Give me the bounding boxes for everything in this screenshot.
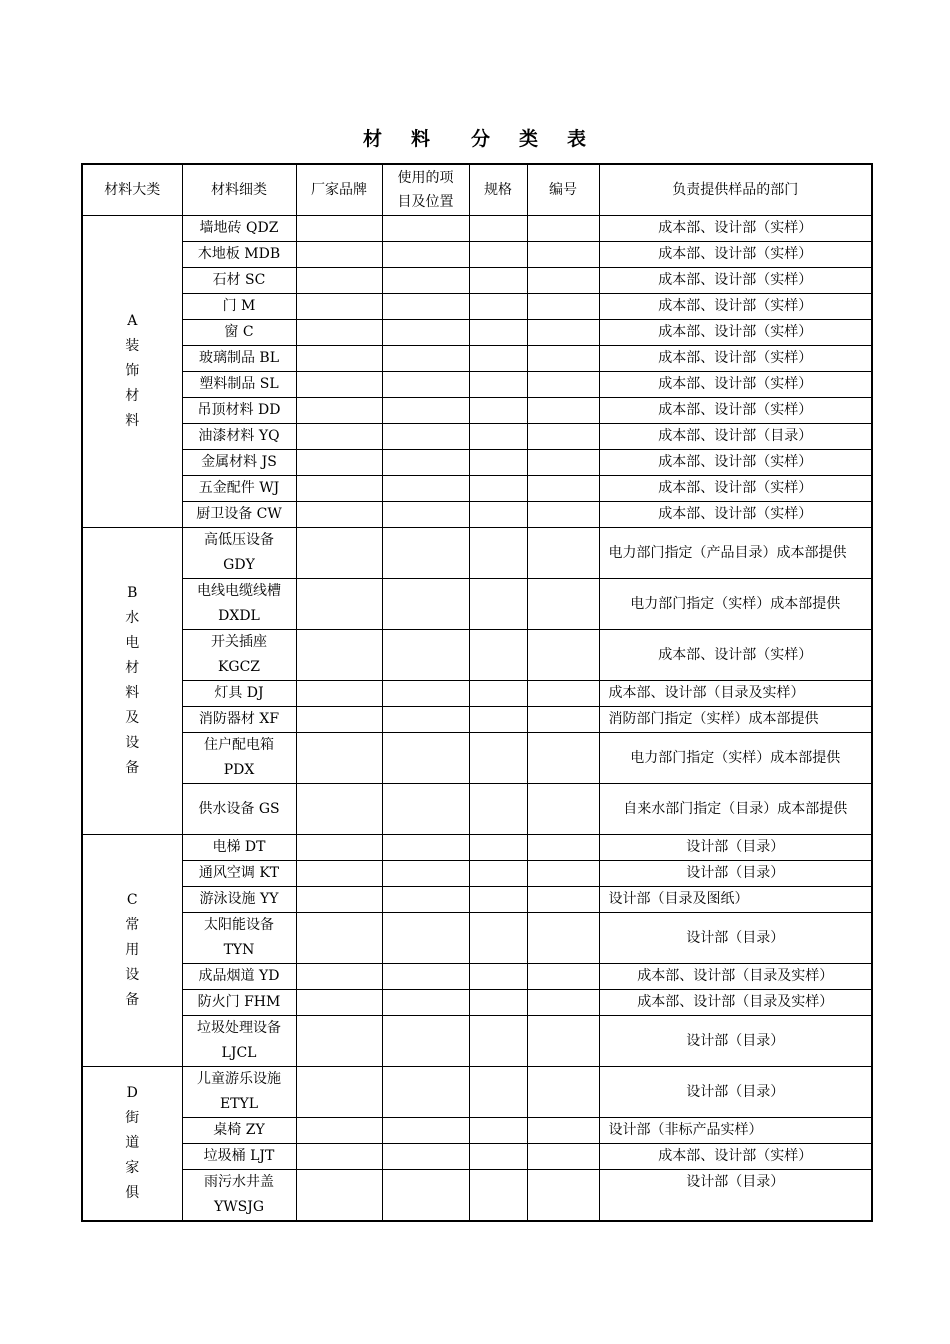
subcategory-line: 通风空调 KT <box>198 865 280 881</box>
category-char: 街 <box>125 1110 140 1126</box>
subcategory-line: 金属材料 JS <box>201 454 277 470</box>
usage-cell <box>382 346 469 372</box>
subcategory-line: 五金配件 WJ <box>198 480 280 496</box>
code-cell <box>527 861 599 887</box>
category-cell <box>82 216 182 528</box>
spec-cell <box>469 1067 527 1118</box>
category-char: 装 <box>125 338 140 354</box>
brand-cell <box>296 372 382 398</box>
spec-cell <box>469 1170 527 1222</box>
brand-cell <box>296 707 382 733</box>
dept-cell: 成本部、设计部（实样） <box>599 630 872 681</box>
usage-cell <box>382 1118 469 1144</box>
usage-cell <box>382 1067 469 1118</box>
subcategory-line: 防火门 FHM <box>197 994 281 1010</box>
dept-cell: 成本部、设计部（目录） <box>599 424 872 450</box>
table-row <box>82 964 872 990</box>
brand-cell <box>296 630 382 681</box>
subcategory-cell <box>182 398 296 424</box>
code-cell <box>527 964 599 990</box>
usage-cell <box>382 733 469 784</box>
subcategory-line: KGCZ <box>217 659 261 675</box>
dept-cell: 成本部、设计部（实样） <box>599 398 872 424</box>
dept-cell: 电力部门指定（实样）成本部提供 <box>599 579 872 630</box>
spec-cell <box>469 320 527 346</box>
dept-cell: 设计部（目录） <box>599 1067 872 1118</box>
brand-cell <box>296 476 382 502</box>
dept-cell: 成本部、设计部（实样） <box>599 216 872 242</box>
dept-cell: 成本部、设计部（实样） <box>599 502 872 528</box>
brand-cell <box>296 450 382 476</box>
brand-cell <box>296 268 382 294</box>
header-category: 材料大类 <box>82 164 182 216</box>
subcategory-line: ETYL <box>219 1096 259 1112</box>
usage-cell <box>382 835 469 861</box>
brand-cell <box>296 1016 382 1067</box>
subcategory-line: TYN <box>223 942 255 958</box>
title-char: 料 <box>410 128 431 150</box>
usage-cell <box>382 242 469 268</box>
subcategory-cell <box>182 294 296 320</box>
dept-cell: 电力部门指定（实样）成本部提供 <box>599 733 872 784</box>
table-row <box>82 990 872 1016</box>
usage-cell <box>382 320 469 346</box>
usage-cell <box>382 861 469 887</box>
category-char: 料 <box>125 413 140 429</box>
code-cell <box>527 502 599 528</box>
spec-cell <box>469 398 527 424</box>
subcategory-line: 木地板 MDB <box>197 246 281 262</box>
category-char: B <box>127 585 138 601</box>
title-char: 表 <box>567 128 588 150</box>
category-cell <box>82 1067 182 1222</box>
brand-cell <box>296 1067 382 1118</box>
spec-cell <box>469 450 527 476</box>
subcategory-line: DXDL <box>218 608 260 624</box>
table-row <box>82 502 872 528</box>
category-char: 材 <box>125 660 140 676</box>
spec-cell <box>469 861 527 887</box>
usage-cell <box>382 681 469 707</box>
usage-cell <box>382 707 469 733</box>
code-cell <box>527 346 599 372</box>
table-row <box>82 398 872 424</box>
page-title <box>0 124 950 151</box>
category-char: 设 <box>125 735 140 751</box>
subcategory-cell <box>182 320 296 346</box>
spec-cell <box>469 216 527 242</box>
dept-cell: 设计部（目录） <box>599 1170 872 1222</box>
usage-cell <box>382 964 469 990</box>
dept-cell: 消防部门指定（实样）成本部提供 <box>599 707 872 733</box>
subcategory-cell <box>182 861 296 887</box>
subcategory-cell <box>182 346 296 372</box>
header-subcategory: 材料细类 <box>182 164 296 216</box>
code-cell <box>527 990 599 1016</box>
subcategory-cell <box>182 450 296 476</box>
table-row <box>82 579 872 630</box>
spec-cell <box>469 681 527 707</box>
spec-cell <box>469 913 527 964</box>
code-cell <box>527 887 599 913</box>
category-char: 备 <box>125 760 140 776</box>
usage-cell <box>382 398 469 424</box>
spec-cell <box>469 784 527 835</box>
spec-cell <box>469 268 527 294</box>
usage-cell <box>382 424 469 450</box>
brand-cell <box>296 242 382 268</box>
subcategory-line: 门 M <box>222 298 256 314</box>
brand-cell <box>296 216 382 242</box>
subcategory-line: 太阳能设备 <box>204 917 274 933</box>
code-cell <box>527 398 599 424</box>
header-usage: 使用的项 目及位置 <box>382 164 469 216</box>
subcategory-line: 供水设备 GS <box>198 800 280 817</box>
dept-cell: 设计部（非标产品实样） <box>599 1118 872 1144</box>
subcategory-line: 消防器材 XF <box>198 711 280 727</box>
usage-cell <box>382 268 469 294</box>
usage-cell <box>382 372 469 398</box>
brand-cell <box>296 913 382 964</box>
usage-cell <box>382 1144 469 1170</box>
table-row <box>82 476 872 502</box>
table-row <box>82 861 872 887</box>
usage-cell <box>382 630 469 681</box>
title-char: 材 <box>362 128 383 150</box>
subcategory-cell <box>182 476 296 502</box>
table-row <box>82 784 872 835</box>
subcategory-cell <box>182 630 296 681</box>
subcategory-cell <box>182 835 296 861</box>
dept-cell: 成本部、设计部（实样） <box>599 372 872 398</box>
dept-cell: 成本部、设计部（实样） <box>599 450 872 476</box>
spec-cell <box>469 242 527 268</box>
spec-cell <box>469 294 527 320</box>
brand-cell <box>296 502 382 528</box>
usage-cell <box>382 1016 469 1067</box>
brand-cell <box>296 398 382 424</box>
code-cell <box>527 528 599 579</box>
usage-cell <box>382 528 469 579</box>
spec-cell <box>469 964 527 990</box>
subcategory-cell <box>182 216 296 242</box>
brand-cell <box>296 990 382 1016</box>
code-cell <box>527 1016 599 1067</box>
spec-cell <box>469 424 527 450</box>
brand-cell <box>296 681 382 707</box>
subcategory-line: 石材 SC <box>212 272 266 288</box>
table-body <box>82 216 872 1222</box>
spec-cell <box>469 476 527 502</box>
category-char: 水 <box>125 610 140 626</box>
spec-cell <box>469 372 527 398</box>
code-cell <box>527 835 599 861</box>
dept-cell: 电力部门指定（产品目录）成本部提供 <box>599 528 872 579</box>
code-cell <box>527 320 599 346</box>
usage-cell <box>382 913 469 964</box>
usage-cell <box>382 502 469 528</box>
dept-cell: 成本部、设计部（目录及实样） <box>599 990 872 1016</box>
code-cell <box>527 1118 599 1144</box>
subcategory-line: 桌椅 ZY <box>213 1122 265 1138</box>
dept-cell: 设计部（目录） <box>599 861 872 887</box>
code-cell <box>527 784 599 835</box>
subcategory-cell <box>182 268 296 294</box>
subcategory-line: 垃圾桶 LJT <box>203 1148 275 1164</box>
table-row <box>82 528 872 579</box>
table-row <box>82 630 872 681</box>
usage-cell <box>382 990 469 1016</box>
usage-cell <box>382 887 469 913</box>
table-row <box>82 346 872 372</box>
title-char: 分 <box>470 128 491 150</box>
subcategory-cell <box>182 707 296 733</box>
subcategory-line: 电线电缆线槽 <box>197 583 281 599</box>
brand-cell <box>296 733 382 784</box>
material-classification-table <box>81 163 873 1222</box>
code-cell <box>527 476 599 502</box>
spec-cell <box>469 502 527 528</box>
subcategory-line: 塑料制品 SL <box>199 376 279 392</box>
code-cell <box>527 268 599 294</box>
subcategory-cell <box>182 528 296 579</box>
subcategory-line: 玻璃制品 BL <box>198 350 280 366</box>
brand-cell <box>296 1170 382 1222</box>
spec-cell <box>469 887 527 913</box>
spec-cell <box>469 1144 527 1170</box>
table-row <box>82 424 872 450</box>
dept-cell: 设计部（目录） <box>599 913 872 964</box>
subcategory-line: 高低压设备 <box>204 532 274 548</box>
subcategory-line: 雨污水井盖 <box>204 1174 274 1190</box>
category-char: 电 <box>125 635 140 651</box>
dept-cell: 成本部、设计部（实样） <box>599 320 872 346</box>
category-char: 家 <box>125 1160 140 1176</box>
category-char: C <box>126 892 138 908</box>
usage-cell <box>382 784 469 835</box>
subcategory-cell <box>182 1144 296 1170</box>
category-char: 饰 <box>125 363 140 379</box>
code-cell <box>527 913 599 964</box>
code-cell <box>527 1144 599 1170</box>
subcategory-cell <box>182 1170 296 1222</box>
spec-cell <box>469 528 527 579</box>
table-row <box>82 216 872 242</box>
table-row <box>82 1016 872 1067</box>
subcategory-cell <box>182 913 296 964</box>
brand-cell <box>296 1144 382 1170</box>
code-cell <box>527 630 599 681</box>
code-cell <box>527 681 599 707</box>
subcategory-line: 住户配电箱 <box>204 737 274 753</box>
table-row <box>82 681 872 707</box>
code-cell <box>527 372 599 398</box>
table-row <box>82 733 872 784</box>
subcategory-cell <box>182 784 296 835</box>
header-code: 编号 <box>527 164 599 216</box>
code-cell <box>527 424 599 450</box>
subcategory-line: 成品烟道 YD <box>198 968 280 984</box>
table-row <box>82 294 872 320</box>
subcategory-line: GDY <box>223 557 255 573</box>
category-char: 及 <box>125 710 140 726</box>
dept-cell: 设计部（目录及图纸） <box>599 887 872 913</box>
subcategory-line: 儿童游乐设施 <box>197 1071 281 1087</box>
spec-cell <box>469 990 527 1016</box>
category-char: 俱 <box>125 1185 140 1201</box>
category-char: 备 <box>125 992 140 1008</box>
code-cell <box>527 733 599 784</box>
dept-cell: 成本部、设计部（目录及实样） <box>599 681 872 707</box>
category-char: 道 <box>125 1135 140 1151</box>
usage-cell <box>382 294 469 320</box>
subcategory-line: 厨卫设备 CW <box>196 506 282 522</box>
brand-cell <box>296 528 382 579</box>
table-row <box>82 372 872 398</box>
usage-cell <box>382 216 469 242</box>
subcategory-line: 灯具 DJ <box>214 685 264 701</box>
subcategory-cell <box>182 733 296 784</box>
dept-cell: 设计部（目录） <box>599 1016 872 1067</box>
dept-cell: 成本部、设计部（实样） <box>599 1144 872 1170</box>
category-char: 用 <box>125 942 140 958</box>
table-row <box>82 242 872 268</box>
subcategory-cell <box>182 681 296 707</box>
dept-cell: 成本部、设计部（实样） <box>599 268 872 294</box>
dept-cell: 成本部、设计部（实样） <box>599 294 872 320</box>
subcategory-cell <box>182 887 296 913</box>
table-row <box>82 835 872 861</box>
spec-cell <box>469 733 527 784</box>
brand-cell <box>296 964 382 990</box>
header-dept: 负责提供样品的部门 <box>599 164 872 216</box>
table-row <box>82 1144 872 1170</box>
brand-cell <box>296 294 382 320</box>
brand-cell <box>296 579 382 630</box>
code-cell <box>527 450 599 476</box>
spec-cell <box>469 346 527 372</box>
usage-cell <box>382 450 469 476</box>
subcategory-line: LJCL <box>221 1045 257 1061</box>
table-row <box>82 1170 872 1222</box>
dept-cell: 设计部（目录） <box>599 835 872 861</box>
category-char: A <box>127 313 138 329</box>
subcategory-line: YWSJG <box>213 1199 265 1215</box>
subcategory-cell <box>182 424 296 450</box>
table-row <box>82 1067 872 1118</box>
title-char: 类 <box>519 128 540 150</box>
subcategory-cell <box>182 579 296 630</box>
table-row <box>82 707 872 733</box>
brand-cell <box>296 835 382 861</box>
table-row <box>82 1118 872 1144</box>
code-cell <box>527 294 599 320</box>
brand-cell <box>296 887 382 913</box>
subcategory-cell <box>182 242 296 268</box>
table-row <box>82 913 872 964</box>
table-row <box>82 450 872 476</box>
subcategory-cell <box>182 1118 296 1144</box>
spec-cell <box>469 707 527 733</box>
table-row <box>82 268 872 294</box>
subcategory-cell <box>182 372 296 398</box>
brand-cell <box>296 784 382 835</box>
code-cell <box>527 1170 599 1222</box>
brand-cell <box>296 424 382 450</box>
category-cell <box>82 835 182 1067</box>
code-cell <box>527 707 599 733</box>
brand-cell <box>296 1118 382 1144</box>
code-cell <box>527 242 599 268</box>
subcategory-line: 电梯 DT <box>212 839 266 855</box>
category-char: D <box>126 1085 138 1101</box>
spec-cell <box>469 579 527 630</box>
code-cell <box>527 579 599 630</box>
header-spec: 规格 <box>469 164 527 216</box>
subcategory-line: 窗 C <box>224 324 254 340</box>
subcategory-line: 墙地砖 QDZ <box>199 220 279 236</box>
code-cell <box>527 1067 599 1118</box>
category-char: 材 <box>125 388 140 404</box>
header-brand: 厂家品牌 <box>296 164 382 216</box>
usage-cell <box>382 1170 469 1222</box>
table-row <box>82 320 872 346</box>
dept-cell: 成本部、设计部（实样） <box>599 476 872 502</box>
spec-cell <box>469 1118 527 1144</box>
subcategory-line: 油漆材料 YQ <box>198 428 280 444</box>
brand-cell <box>296 346 382 372</box>
subcategory-cell <box>182 502 296 528</box>
subcategory-line: 吊顶材料 DD <box>197 402 281 418</box>
usage-cell <box>382 476 469 502</box>
subcategory-line: 开关插座 <box>211 634 267 650</box>
code-cell <box>527 216 599 242</box>
spec-cell <box>469 630 527 681</box>
subcategory-cell <box>182 964 296 990</box>
subcategory-line: PDX <box>223 762 255 778</box>
dept-cell: 自来水部门指定（目录）成本部提供 <box>599 784 872 835</box>
brand-cell <box>296 320 382 346</box>
dept-cell: 成本部、设计部（目录及实样） <box>599 964 872 990</box>
spec-cell <box>469 1016 527 1067</box>
dept-cell: 成本部、设计部（实样） <box>599 242 872 268</box>
subcategory-line: 游泳设施 YY <box>199 891 279 907</box>
category-char: 料 <box>125 685 140 701</box>
subcategory-cell <box>182 990 296 1016</box>
spec-cell <box>469 835 527 861</box>
subcategory-cell <box>182 1016 296 1067</box>
dept-cell: 成本部、设计部（实样） <box>599 346 872 372</box>
category-cell <box>82 528 182 835</box>
usage-cell <box>382 579 469 630</box>
header-row <box>82 164 872 216</box>
brand-cell <box>296 861 382 887</box>
category-char: 设 <box>125 967 140 983</box>
table-row <box>82 887 872 913</box>
subcategory-line: 垃圾处理设备 <box>197 1020 281 1036</box>
category-char: 常 <box>125 917 140 933</box>
subcategory-cell <box>182 1067 296 1118</box>
